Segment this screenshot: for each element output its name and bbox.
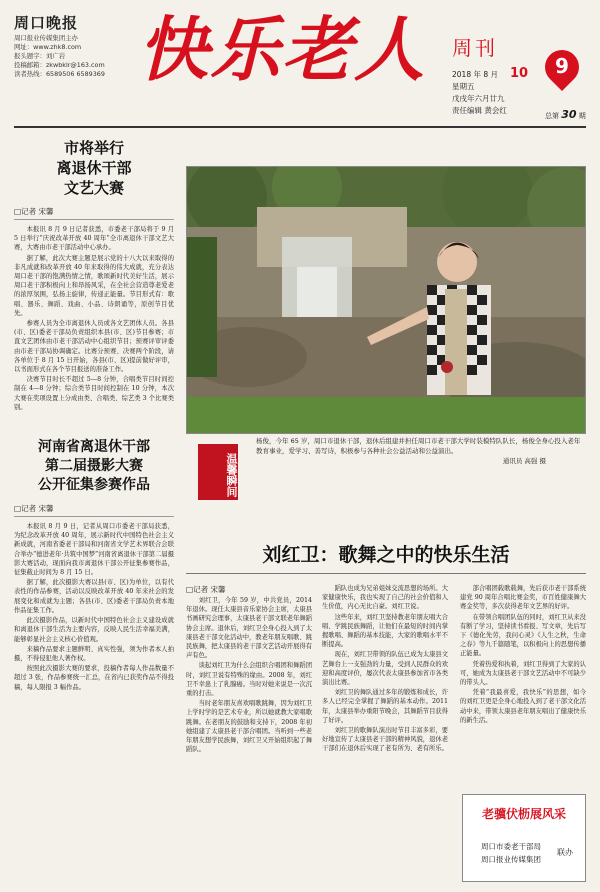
photo-credit: 通讯员 高强 摄 bbox=[502, 457, 546, 465]
info-line: 读者热线：6589506 6589369 bbox=[14, 70, 105, 78]
issue-number: 30 bbox=[561, 108, 577, 121]
article-headline: 河南省离退休干部 第二届摄影大赛 公开征集参赛作品 bbox=[38, 439, 150, 494]
date-prefix: 2018 年 8 月 bbox=[452, 70, 499, 79]
info-line: 网址：www.zhk8.com bbox=[14, 43, 82, 51]
page-number: 9 bbox=[555, 54, 569, 78]
masthead-divider bbox=[14, 126, 586, 128]
seal-stamp: 温馨瞬间 bbox=[198, 444, 238, 500]
issue-total: 总第 30 期 bbox=[545, 108, 586, 121]
info-line: 投稿邮箱：zkwbklr@163.com bbox=[14, 61, 105, 69]
column-promo-box bbox=[462, 794, 586, 882]
left-column bbox=[14, 138, 174, 693]
caption-text: 杨俊，今年 65 岁，周口市退休干部，退休后组建并担任周口市老干部大学时装模特队队长，杨俊全身心投入老年教育事业，爱学习、善写诗，积极参与各种社会公益活动和公益演出。 bbox=[256, 437, 581, 455]
promo-title: 老骥伏枥展风采 bbox=[481, 807, 566, 821]
article-column-3: 部合唱团载歌载舞，先后获市老干部系统建党 90 周年合唱比赛金奖，市百姓健康舞大赛金奖等，多次获得老年文艺界的好评。 在带领合唱团队伍的同时，刘红卫从来没有断了学习，坚持读书看报、写文章，先后写下《德化先劳，我问心灵》《人生之秋，生命之春》等九千篇随笔，以积极向上的思想传播正能量。 凭着热爱和执着，刘红卫得到了大家的认可，她成为太康县老干部文艺活动中不可缺少的带头人。 凭着“我最喜爱，我快乐”的思想，如今的刘红卫更是全身心地投入到了老干部文化活动中来，带领太康县老年朋友唱出了健康快乐的新生活。 bbox=[460, 585, 586, 724]
promo-joint-label: 联办 bbox=[557, 848, 573, 857]
photo-caption bbox=[256, 436, 586, 466]
info-line: 周口报业传媒集团主办 bbox=[14, 34, 78, 42]
article-byline: □记者 宋馨 bbox=[14, 206, 174, 220]
date-day: 10 bbox=[510, 66, 529, 81]
main-headline: 刘红卫：歌舞之中的快乐生活 bbox=[186, 540, 586, 574]
weekday: 星期五 bbox=[452, 82, 475, 91]
brand-name: 周口晚报 bbox=[14, 14, 79, 32]
main-byline: □记者 宋馨 bbox=[186, 585, 226, 594]
article-body: 本报讯 8 月 9 日记者获悉，市委老干部局将于 9 月 5 日举行“庆祝改革开放 40 周年”全市离退休干部文艺大赛，大赛由市老干部活动中心承办。 据了解，此次大赛主题是展示党的十八大以来取得的非凡成就和改革开放 40 年来取得的伟大成就，充分表达周口老干部的饱满热情之情，歌颂新时代美好生活，展示周口老干部积极向上和昂扬风采，在全社会营造尊老爱老的浓厚氛围，弘扬主旋律，传递正能量。节目形式有：歌唱、器乐、舞蹈、戏曲、小品、诗朗诵等，原创节目优先。 参赛人员为全市离退休人员或各文艺团体人员。各县(市、区)委老干部局负责组织本县(市、区)节目参赛；市直文艺团体由市老干部活动中心组织节目；预赛评审评委由市老干部局协调确定。比赛分预赛、决赛两个阶段，请各单位于 8 月 15 日开始，各县(市、区)提前做好评审，以书面形式在各个节目报送的准备工作。 决赛节目时长不超过 5—8 分钟，合唱类节目时间控制在 4—8 分钟；综合类节目时间控制在 10 分钟，本次大赛在奖项设置上分成由类、合唱类、综艺类 3 个比赛类别。 bbox=[14, 226, 174, 411]
weekly-label: 周刊 bbox=[452, 36, 498, 60]
article-headline: 市将举行 离退休干部 文艺大赛 bbox=[56, 139, 132, 197]
publication-title: 快乐老人 bbox=[138, 8, 426, 91]
info-line: 报头题字：刘广岩 bbox=[14, 52, 66, 60]
page-number-badge bbox=[545, 50, 579, 90]
feature-photo bbox=[186, 166, 586, 434]
article-byline: □记者 宋馨 bbox=[14, 503, 174, 517]
article-photo-contest bbox=[14, 438, 174, 692]
photo-illustration bbox=[187, 167, 586, 434]
promo-organizers: 周口市委老干部局 周口报业传媒集团 bbox=[481, 842, 541, 864]
article-column-1: 刘红卫，今年 59 岁，中共党员，2014 年退休。现任太康县音乐家协会主席，太康县书画研究会理事，太康县老干部文联老年舞蹈协会主席。退休后，刘红卫全身心投入到了太康县老干部文化活动中，教老年朋友唱歌、跳民族舞，把太康县的老干部文艺活动开展得有声有色。 谈起刘红卫为什么会组织合唱团和舞蹈团时，刘红卫说有特殊的缘由。2008 年，刘红卫不幸患上了乳腺癌。当时对她来说是一次沉重的打击。 当时老年朋友喜欢唱歌跳舞，因为刘红卫上学时学的是艺术专业，所以她就教大家唱歌跳舞。在老朋友的鼓励和支持下，2008 年初她组建了太康县老干部合唱团。当听到一些老年朋友想学民族舞，刘红卫又开始组织起了舞蹈队。 bbox=[186, 597, 312, 754]
lunar-date: 戊戌年六月廿九 bbox=[452, 94, 505, 103]
dateline bbox=[452, 68, 528, 117]
editor: 责任编辑 黄会红 bbox=[452, 106, 507, 115]
masthead-info bbox=[14, 34, 105, 79]
article-column-2: 蹈队也成为兄弟姐妹交流思想的场所。大家健康快乐，我也实现了自己的社会价值和人生价值，内心无比自豪。刘红卫说。 这些年来，刘红卫坚持教老年朋友唱大合唱、学跳民族舞蹈，让他们在最短的时间内掌握歌唱、舞蹈的基本技能，大家的歌唱水平不断提高。 现在，刘红卫带领的队伍已成为太康县文艺舞台上一支强劲的力量，受到人民群众的欢迎和高度评价，屡次代表太康县参加省市各类演出比赛。 刘红卫的舞队通过多年的锻炼和成长，许多人已经完全掌握了舞蹈的基本动作。2011 年，太康县举办重阳节晚会，其舞蹈节目获得了好评。 刘红卫的歌舞队演出时节目丰富多彩，要好地宣传了太康县老干部的精神风貌，退休老干部们在退休后实现了老有所为、老有所乐。 bbox=[322, 585, 448, 753]
masthead bbox=[0, 0, 600, 128]
article-contest bbox=[14, 138, 174, 412]
article-body: 本报讯 8 月 9 日，记者从周口市委老干部局获悉，为纪念改革开放 40 周年，展示新时代中国特色社会主义新成就，河南省委老干部局和河南省文学艺术界联合会联合举办“德进老年·共筑中国梦”河南省离退休干部第二届摄影大赛活动，现面向我市离退休干部公开征集参赛作品，征集截止时间为 8 月 15 日。 据了解，此次摄影大赛以县(市、区)为单位，以有代表性的作品参赛，活动以反映改革开放 40 年来社会的发展变化和成就为主题；各县(市、区)委老干部局负责本地作品征集工作。 此次摄影作品，以新时代中国特色社会主义建设成就和离退休干部生活为主要内容，反映人民生活幸福美满，能够彰显社会主义核心价值观。 来稿作品要求主题鲜明、真实性强，须为作者本人拍摄，不得侵犯他人著作权。 按照此次摄影大赛的要求，投稿作者每人作品数量不超过 3 张，作品参赛统一汇总，在省内已获奖作品不得投稿，每人限报 3 幅作品。 bbox=[14, 523, 174, 691]
